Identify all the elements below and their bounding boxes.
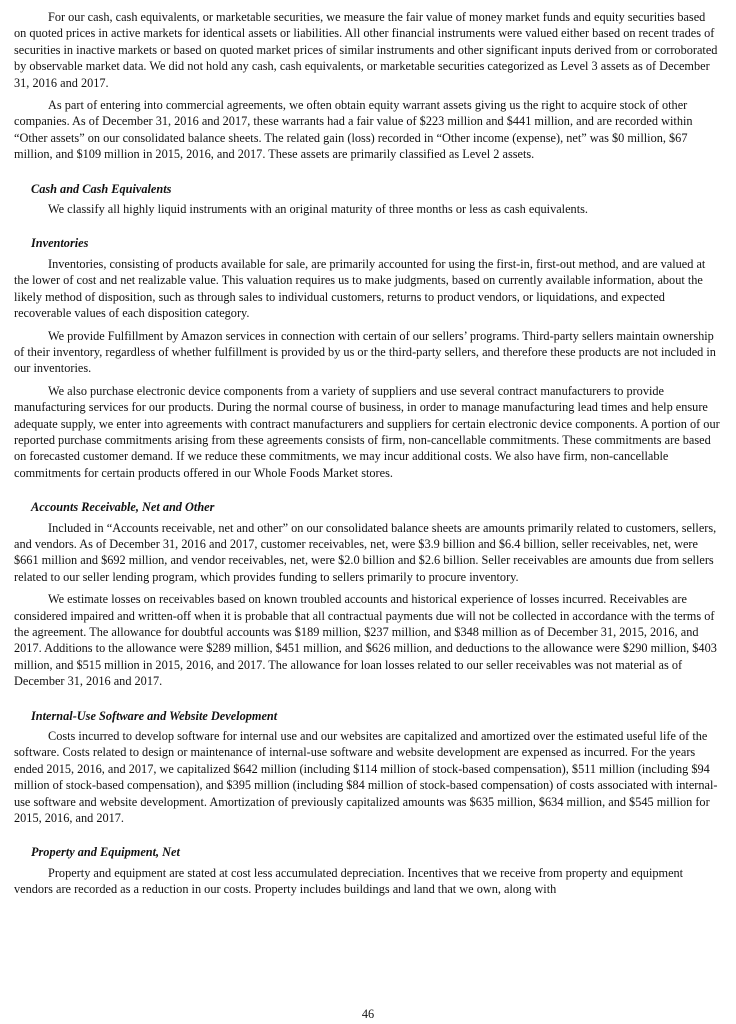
paragraph: Costs incurred to develop software for internal use and our websites are capitalized and amortized over the estimated useful life of the software. Costs related to design or maintenance of internal-use software and website development are expensed as incurred. For the years ended 2015, 2016, and 2017, we capitalized $642 million (including $114 million of stock-based compensation), $511 million (including $94 million of stock-based compensation), and $395 million (including $84 million of stock-based compensation) of costs associated with internal-use software and website development. Amortization of previously capitalized amounts was $635 million, $634 million, and $545 million for 2015, 2016, and 2017.	[14, 729, 718, 826]
paragraph: Property and equipment are stated at cost less accumulated depreciation. Incentives that we receive from property and equipment vendors are recorded as a reduction in our costs. Property includes buildings and land that we own, along with	[14, 865, 684, 897]
fair-value-section	[14, 9, 720, 163]
paragraph: We also purchase electronic device components from a variety of suppliers and use several contract manufacturers to provide manufacturing services for our products. During the normal course of business, in order to manage manufacturing lead times and help ensure adequate supply, we enter into agreements with contract manufacturers and suppliers for certain electronic device components. A portion of our reported purchase commitments arising from these agreements consists of firm, non-cancellable commitments. These commitments are based on forecasted customer demand. If we reduce these commitments, we may incur additional costs. We also have firm, non-cancellable commitments for certain products offered in our Whole Foods Market stores.	[14, 383, 720, 480]
internal-use-software-section	[14, 708, 720, 827]
inventories-section	[14, 235, 720, 481]
accounts-receivable-section	[14, 499, 720, 689]
section-heading: Inventories	[31, 236, 89, 251]
paragraph: We provide Fulfillment by Amazon services in connection with certain of our sellers’ programs. Third-party sellers maintain ownership of their inventory, regardless of whether fulfillment is provided by us or the third-party sellers, and therefore these products are not included in our inventories.	[14, 328, 716, 376]
property-equipment-section	[14, 844, 720, 897]
section-heading: Internal-Use Software and Website Development	[31, 708, 278, 723]
paragraph: For our cash, cash equivalents, or marketable securities, we measure the fair value of money market funds and equity securities based on quoted prices in active markets for identical assets or liabilities. All other financial instruments were valued either based on recent trades of securities in inactive markets or based on quoted market prices of similar instruments and other significant inputs derived from or corroborated by observable market data. We did not hold any cash, cash equivalents, or marketable securities categorized as Level 3 assets as of December 31, 2016 and 2017.	[14, 10, 718, 90]
section-heading: Accounts Receivable, Net and Other	[31, 500, 215, 515]
cash-equivalents-section	[14, 181, 720, 218]
document-page	[14, 9, 720, 904]
page-number: 46	[361, 1007, 375, 1021]
section-heading: Cash and Cash Equivalents	[31, 181, 172, 196]
paragraph: We classify all highly liquid instruments with an original maturity of three months or less as cash equivalents.	[48, 202, 588, 217]
paragraph: Included in “Accounts receivable, net and other” on our consolidated balance sheets are amounts primarily related to customers, sellers, and vendors. As of December 31, 2016 and 2017, customer receivables, net, were $3.9 billion and $6.4 billion, seller receivables, net, were $661 million and $692 million, and vendor receivables, net, were $2.0 billion and $2.6 billion. Seller receivables are amounts due from sellers related to our seller lending program, which provides funding to sellers primarily to procure inventory.	[14, 520, 717, 584]
section-heading: Property and Equipment, Net	[31, 845, 180, 860]
paragraph: We estimate losses on receivables based on known troubled accounts and historical experience of losses incurred. Receivables are considered impaired and written-off when it is probable that all contractual payments due will not be collected in accordance with the terms of the agreement. The allowance for doubtful accounts was $189 million, $237 million, and $348 million as of December 31, 2015, 2016, and 2017. Additions to the allowance were $289 million, $451 million, and $626 million, and deductions to the allowance were $290 million, $403 million, and $515 million in 2015, 2016, and 2017. The allowance for loan losses related to our seller receivables was not material as of December 31, 2016 and 2017.	[14, 592, 717, 689]
paragraph: Inventories, consisting of products available for sale, are primarily accounted for using the first-in, first-out method, and are valued at the lower of cost and net realizable value. This valuation requires us to make judgments, based on currently available information, about the likely method of disposition, such as through sales to individual customers, returns to product vendors, or liquidations, and expected recoverable values of each disposition category.	[14, 256, 706, 321]
paragraph: As part of entering into commercial agreements, we often obtain equity warrant assets giving us the right to acquire stock of other companies. As of December 31, 2016 and 2017, these warrants had a fair value of $223 million and $441 million, and are recorded within “Other assets” on our consolidated balance sheets. The related gain (loss) recorded in “Other income (expense), net” was $0 million, $67 million, and $109 million in 2015, 2016, and 2017. These assets are primarily classified as Level 2 assets.	[14, 98, 693, 162]
